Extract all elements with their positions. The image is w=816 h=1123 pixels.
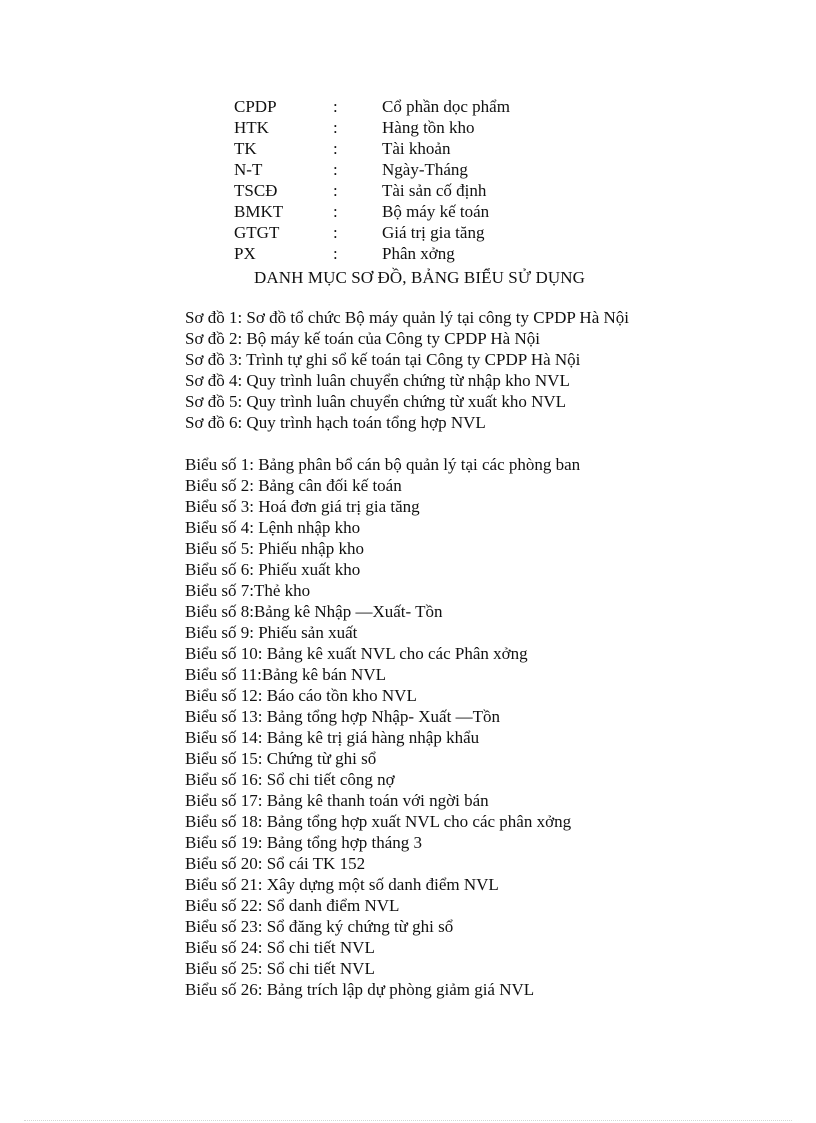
abbreviation-code: N-T (234, 160, 263, 179)
diagram-entry: Sơ đồ 1: Sơ đồ tổ chức Bộ máy quản lý tại công ty CPDP Hà Nội (185, 308, 629, 327)
abbreviation-separator: : (333, 181, 338, 200)
table-entry: Biểu số 8:Bảng kê Nhập —Xuất- Tồn (185, 602, 443, 621)
abbreviation-code: GTGT (234, 223, 280, 242)
diagram-entry: Sơ đồ 2: Bộ máy kế toán của Công ty CPDP Hà Nội (185, 329, 540, 348)
table-entry: Biểu số 6: Phiếu xuất kho (185, 560, 361, 579)
abbreviation-separator: : (333, 97, 338, 116)
table-entry: Biểu số 21: Xây dựng một số danh điểm NVL (185, 875, 499, 894)
table-entry: Biểu số 7:Thẻ kho (185, 581, 311, 600)
table-entry: Biểu số 11:Bảng kê bán NVL (185, 665, 386, 684)
abbreviation-meaning: Ngày-Tháng (382, 160, 468, 179)
abbreviation-meaning: Tài khoản (382, 139, 451, 158)
table-entry: Biểu số 23: Sổ đăng ký chứng từ ghi sổ (185, 917, 454, 936)
table-entry: Biểu số 13: Bảng tổng hợp Nhập- Xuất —Tồn (185, 707, 500, 726)
abbreviation-meaning: Bộ máy kế toán (382, 202, 490, 221)
abbreviation-code: TK (234, 139, 257, 158)
abbreviation-meaning: Phân xởng (382, 244, 455, 263)
table-entry: Biểu số 15: Chứng từ ghi sổ (185, 749, 377, 768)
abbreviation-separator: : (333, 160, 338, 179)
abbreviation-code: BMKT (234, 202, 284, 221)
abbreviation-separator: : (333, 223, 338, 242)
table-entry: Biểu số 2: Bảng cân đối kế toán (185, 476, 402, 495)
page-footer-divider (24, 1120, 792, 1121)
diagram-entry: Sơ đồ 3: Trình tự ghi sổ kế toán tại Công ty CPDP Hà Nội (185, 350, 581, 369)
table-entry: Biểu số 9: Phiếu sản xuất (185, 623, 358, 642)
table-entry: Biểu số 3: Hoá đơn giá trị gia tăng (185, 497, 420, 516)
table-entry: Biểu số 25: Sổ chi tiết NVL (185, 959, 375, 978)
list-heading: DANH MỤC SƠ ĐỒ, BẢNG BIỂU SỬ DỤNG (254, 268, 586, 287)
abbreviation-code: TSCĐ (234, 181, 278, 200)
table-entry: Biểu số 12: Báo cáo tồn kho NVL (185, 686, 417, 705)
abbreviation-separator: : (333, 244, 338, 263)
table-entry: Biểu số 1: Bảng phân bổ cán bộ quản lý tại các phòng ban (185, 455, 581, 474)
diagram-list (185, 307, 629, 433)
table-entry: Biểu số 22: Sổ danh điểm NVL (185, 896, 400, 915)
table-entry: Biểu số 17: Bảng kê thanh toán với ngời bán (185, 791, 489, 810)
table-entry: Biểu số 20: Sổ cái TK 152 (185, 854, 366, 873)
table-entry: Biểu số 5: Phiếu nhập kho (185, 539, 364, 558)
table-entry: Biểu số 16: Sổ chi tiết công nợ (185, 770, 395, 789)
diagram-entry: Sơ đồ 6: Quy trình hạch toán tổng hợp NVL (185, 413, 486, 432)
table-entry: Biểu số 19: Bảng tổng hợp tháng 3 (185, 833, 423, 852)
diagram-entry: Sơ đồ 5: Quy trình luân chuyển chứng từ xuất kho NVL (185, 392, 567, 411)
diagram-entry: Sơ đồ 4: Quy trình luân chuyển chứng từ nhập kho NVL (185, 371, 570, 390)
abbreviation-meaning: Cổ phần dọc phẩm (382, 97, 510, 116)
table-entry: Biểu số 4: Lệnh nhập kho (185, 518, 361, 537)
abbreviation-meaning: Tài sản cố định (382, 181, 487, 200)
table-entry: Biểu số 14: Bảng kê trị giá hàng nhập khẩu (185, 728, 480, 747)
abbreviation-separator: : (333, 118, 338, 137)
table-entry: Biểu số 18: Bảng tổng hợp xuất NVL cho các phân xởng (185, 812, 572, 831)
table-entry: Biểu số 24: Sổ chi tiết NVL (185, 938, 375, 957)
abbreviation-separator: : (333, 202, 338, 221)
abbreviation-code: PX (234, 244, 256, 263)
abbreviation-separator: : (333, 139, 338, 158)
abbreviation-code: CPDP (234, 97, 277, 116)
abbreviation-code: HTK (234, 118, 269, 137)
table-entry: Biểu số 26: Bảng trích lập dự phòng giảm giá NVL (185, 980, 535, 999)
table-list (185, 454, 580, 1000)
abbreviation-meaning: Giá trị gia tăng (382, 223, 485, 242)
table-entry: Biểu số 10: Bảng kê xuất NVL cho các Phân xởng (185, 644, 528, 663)
abbreviation-meaning: Hàng tồn kho (382, 118, 475, 137)
